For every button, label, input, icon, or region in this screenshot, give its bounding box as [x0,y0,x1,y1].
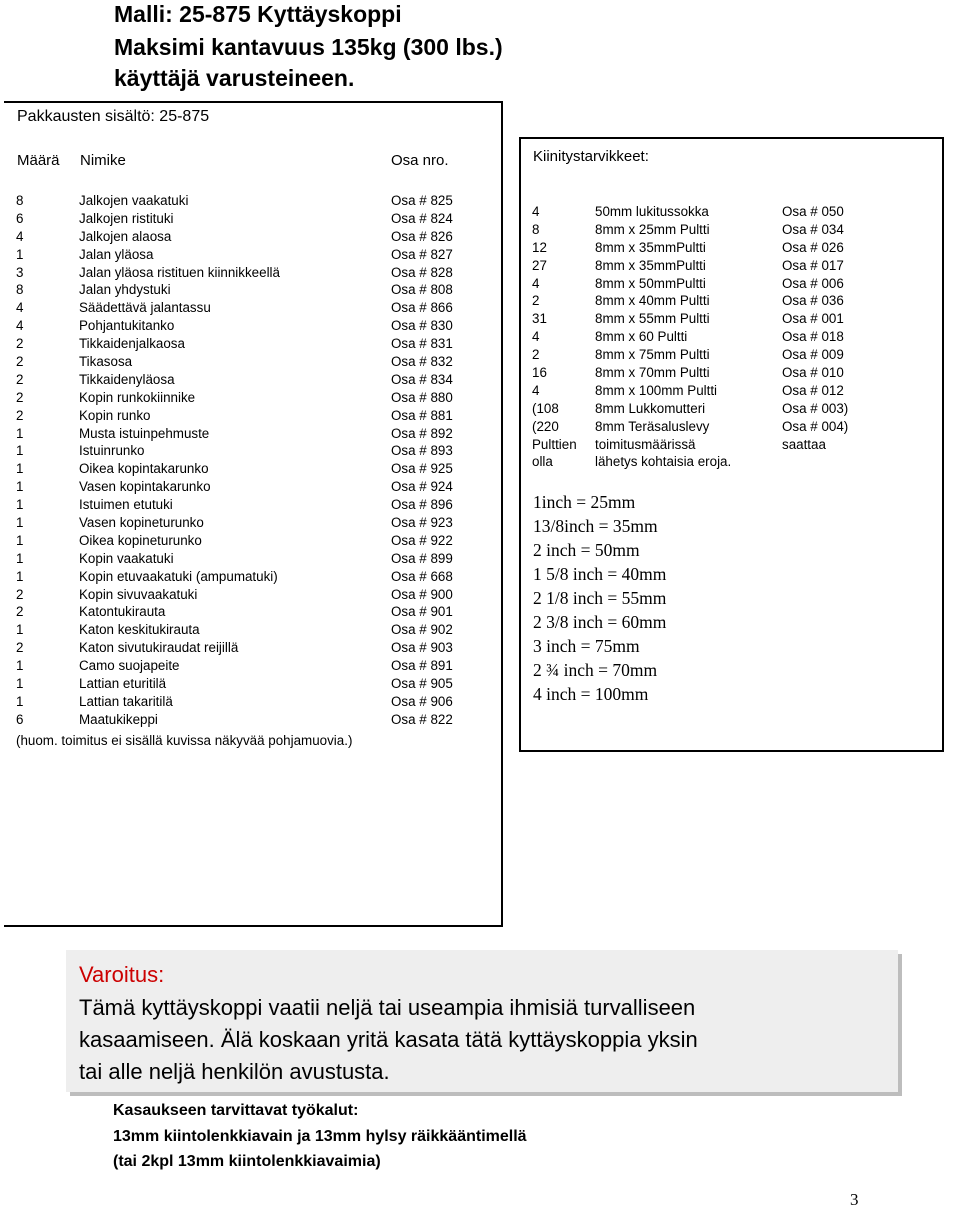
part-row [16,550,496,568]
tools-title: Kasaukseen tarvittavat työkalut: [113,1102,359,1119]
fastener-qty: 4 [532,382,540,398]
conversion-item: 2 ¾ inch = 70mm [533,660,658,680]
conversion-item: 13/8inch = 35mm [533,516,658,536]
warning-line-1: Tämä kyttäyskoppi vaatii neljä tai useampia ihmisiä turvalliseen [79,995,696,1020]
part-row [16,693,496,711]
part-qty: 1 [16,479,24,495]
fastener-desc: 8mm x 75mm Pultti [595,347,710,363]
fastener-qty: 27 [532,257,547,273]
fastener-code: Osa # 004) [782,418,849,434]
tools-line-1: 13mm kiintolenkkiavain ja 13mm hylsy räikkääntimellä [113,1128,527,1145]
part-row [16,389,496,407]
part-name: Vasen kopineturunko [79,515,204,531]
col-qty-header: Määrä [17,152,60,169]
conversion-item: 2 inch = 50mm [533,540,640,560]
part-name: Lattian takaritilä [79,693,173,709]
capacity-subtitle: käyttäjä varusteineen. [114,65,355,91]
fastener-desc: 8mm Lukkomutteri [595,400,706,416]
model-title: Malli: 25-875 Kyttäyskoppi [114,1,402,27]
part-row [16,228,496,246]
part-code: Osa # 900 [391,586,453,602]
conversion-item: 3 inch = 75mm [533,636,640,656]
fastener-qty: (220 [532,418,559,434]
part-qty: 4 [16,318,24,334]
col-code-header: Osa nro. [391,152,449,169]
fastener-qty: 16 [532,365,547,381]
part-qty: 2 [16,354,24,370]
part-row [16,335,496,353]
part-name: Jalan yläosa [79,246,154,262]
fastener-qty: Pulttien [532,436,577,452]
fastener-desc: toimitusmäärissä [595,436,696,452]
part-code: Osa # 899 [391,550,453,566]
part-name: Pohjantukitanko [79,318,175,334]
part-row [16,353,496,371]
part-qty: 6 [16,711,24,727]
part-code: Osa # 830 [391,318,453,334]
part-name: Lattian eturitilä [79,676,167,692]
fastener-desc: 8mm x 50mmPultti [595,275,706,291]
part-code: Osa # 924 [391,479,453,495]
part-code: Osa # 903 [391,640,453,656]
fastener-desc: 8mm x 35mmPultti [595,257,706,273]
part-name: Jalan yläosa ristituen kiinnikkeellä [79,264,280,280]
fastener-code: Osa # 050 [782,204,844,219]
part-code: Osa # 901 [391,604,453,620]
part-qty: 2 [16,604,24,620]
fastener-row [532,436,932,454]
part-code: Osa # 824 [391,210,453,226]
part-qty: 8 [16,282,24,298]
fastener-code: Osa # 010 [782,365,844,381]
part-code: Osa # 808 [391,282,453,298]
part-code: Osa # 923 [391,515,453,531]
part-name: Istuimen etutuki [79,497,173,513]
part-row [16,478,496,496]
part-name: Jalkojen vaakatuki [79,193,189,208]
part-name: Kopin sivuvaakatuki [79,586,198,602]
fastener-qty: 8 [532,221,540,237]
part-row [16,657,496,675]
fastener-row [532,328,932,346]
fastener-qty: 4 [532,275,540,291]
fastener-code: Osa # 034 [782,221,844,237]
part-row [16,460,496,478]
part-name: Tikasosa [79,354,133,370]
fastener-code: Osa # 009 [782,347,844,363]
part-name: Vasen kopintakarunko [79,479,211,495]
fastener-row [532,310,932,328]
fastener-code: Osa # 001 [782,311,844,327]
part-row [16,192,496,210]
part-name: Oikea kopineturunko [79,532,202,548]
part-name: Kopin etuvaakatuki (ampumatuki) [79,568,278,584]
fastener-desc: 8mm x 70mm Pultti [595,365,710,381]
part-code: Osa # 834 [391,371,453,387]
part-row [16,246,496,264]
part-row [16,586,496,604]
fastener-code: Osa # 003) [782,400,849,416]
part-qty: 1 [16,676,24,692]
fastener-desc: 8mm x 60 Pultti [595,329,688,345]
conversion-item: 4 inch = 100mm [533,684,649,704]
part-code: Osa # 892 [391,425,453,441]
fastener-row [532,203,932,221]
part-code: Osa # 922 [391,532,453,548]
fastener-qty: (108 [532,400,559,416]
fastener-desc: 8mm x 40mm Pultti [595,293,710,309]
fastener-code: Osa # 018 [782,329,844,345]
part-row [16,639,496,657]
part-row [16,210,496,228]
part-code: Osa # 827 [391,246,453,262]
part-code: Osa # 831 [391,336,453,352]
fastener-row [532,364,932,382]
part-code: Osa # 832 [391,354,453,370]
part-qty: 1 [16,515,24,531]
fastener-desc: lähetys kohtaisia eroja. [595,454,732,470]
part-row [16,532,496,550]
fastener-row [532,453,932,471]
part-qty: 2 [16,389,24,405]
warning-title: Varoitus: [79,962,165,987]
part-name: Kopin runko [79,407,151,423]
part-name: Katon keskitukirauta [79,622,200,638]
part-row [16,496,496,514]
part-name: Musta istuinpehmuste [79,425,210,441]
warning-line-3: tai alle neljä henkilön avustusta. [79,1059,390,1084]
part-code: Osa # 925 [391,461,453,477]
fastener-code: saattaa [782,436,826,452]
part-name: Istuinrunko [79,443,145,459]
fastener-row [532,346,932,364]
fastener-row [532,400,932,418]
fastener-row [532,239,932,257]
part-code: Osa # 828 [391,264,453,280]
part-row [16,264,496,282]
part-qty: 4 [16,228,24,244]
part-row [16,711,496,729]
capacity-title: Maksimi kantavuus 135kg (300 lbs.) [114,34,503,60]
fastener-qty: olla [532,454,553,470]
part-name: Tikkaidenjalkaosa [79,336,185,352]
part-name: Jalkojen alaosa [79,228,172,244]
col-name-header: Nimike [80,152,126,169]
part-name: Säädettävä jalantassu [79,300,211,316]
conversion-item: 1inch = 25mm [533,492,636,512]
conversion-item: 1 5/8 inch = 40mm [533,564,667,584]
fasteners-title: Kiinitystarvikkeet: [533,148,649,165]
part-name: Jalan yhdystuki [79,282,171,298]
fastener-desc: 8mm Teräsaluslevy [595,418,710,434]
part-name: Kopin vaakatuki [79,550,174,566]
fastener-code: Osa # 006 [782,275,844,291]
part-qty: 4 [16,300,24,316]
part-row [16,425,496,443]
fastener-qty: 4 [532,204,540,219]
page-number: 3 [850,1190,859,1209]
fastener-code: Osa # 017 [782,257,844,273]
fastener-row [532,275,932,293]
part-row [16,621,496,639]
fastener-row [532,418,932,436]
part-row [16,299,496,317]
fastener-row [532,221,932,239]
part-qty: 1 [16,658,24,674]
parts-note: (huom. toimitus ei sisällä kuvissa näkyvää pohjamuovia.) [16,733,353,748]
conversion-list [533,490,666,706]
fastener-qty: 2 [532,293,540,309]
fastener-row [532,382,932,400]
warning-line-2: kasaamiseen. Älä koskaan yritä kasata tätä kyttäyskoppia yksin [79,1027,698,1052]
fastener-row [532,292,932,310]
part-code: Osa # 881 [391,407,453,423]
part-name: Camo suojapeite [79,658,180,674]
part-row [16,603,496,621]
part-code: Osa # 902 [391,622,453,638]
fastener-qty: 31 [532,311,547,327]
part-qty: 1 [16,497,24,513]
part-row [16,281,496,299]
part-qty: 1 [16,622,24,638]
part-code: Osa # 825 [391,193,453,208]
part-code: Osa # 906 [391,693,453,709]
part-code: Osa # 891 [391,658,453,674]
part-name: Oikea kopintakarunko [79,461,209,477]
part-qty: 2 [16,407,24,423]
fastener-desc: 8mm x 35mmPultti [595,239,706,255]
part-qty: 1 [16,550,24,566]
part-name: Kopin runkokiinnike [79,389,196,405]
part-code: Osa # 896 [391,497,453,513]
part-row [16,514,496,532]
fastener-qty: 2 [532,347,540,363]
part-name: Katon sivutukiraudat reijillä [79,640,239,656]
part-row [16,317,496,335]
part-qty: 6 [16,210,24,226]
part-name: Katontukirauta [79,604,166,620]
fastener-desc: 8mm x 100mm Pultti [595,382,718,398]
part-qty: 1 [16,532,24,548]
part-code: Osa # 893 [391,443,453,459]
fastener-desc: 50mm lukitussokka [595,204,709,219]
part-qty: 1 [16,693,24,709]
part-code: Osa # 866 [391,300,453,316]
part-row [16,442,496,460]
part-name: Jalkojen ristituki [79,210,174,226]
part-code: Osa # 905 [391,676,453,692]
package-label: Pakkausten sisältö: 25-875 [17,108,210,125]
fastener-code: Osa # 012 [782,382,844,398]
part-code: Osa # 822 [391,711,453,727]
part-name: Tikkaidenyläosa [79,371,175,387]
part-name: Maatukikeppi [79,711,158,727]
part-qty: 1 [16,425,24,441]
part-qty: 8 [16,193,24,208]
part-qty: 1 [16,568,24,584]
fastener-qty: 4 [532,329,540,345]
part-row [16,675,496,693]
part-qty: 1 [16,246,24,262]
part-code: Osa # 880 [391,389,453,405]
fastener-code: Osa # 026 [782,239,844,255]
part-qty: 2 [16,371,24,387]
conversion-item: 2 3/8 inch = 60mm [533,612,667,632]
part-code: Osa # 668 [391,568,453,584]
fastener-row [532,257,932,275]
part-row [16,371,496,389]
fastener-desc: 8mm x 25mm Pultti [595,221,710,237]
part-code: Osa # 826 [391,228,453,244]
tools-line-2: (tai 2kpl 13mm kiintolenkkiavaimia) [113,1153,381,1170]
fastener-desc: 8mm x 55mm Pultti [595,311,710,327]
part-qty: 2 [16,640,24,656]
fasteners-list [532,203,932,471]
fastener-qty: 12 [532,239,547,255]
part-qty: 1 [16,461,24,477]
part-qty: 2 [16,336,24,352]
part-row [16,568,496,586]
parts-list [16,192,496,729]
conversion-item: 2 1/8 inch = 55mm [533,588,667,608]
part-qty: 3 [16,264,24,280]
part-qty: 2 [16,586,24,602]
part-row [16,407,496,425]
part-qty: 1 [16,443,24,459]
fastener-code: Osa # 036 [782,293,844,309]
